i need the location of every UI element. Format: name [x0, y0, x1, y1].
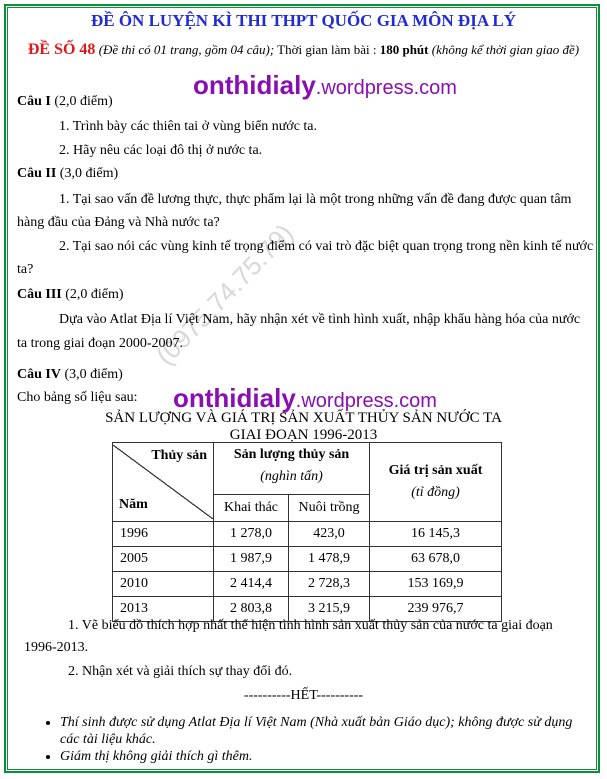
time-value: 180 phút	[379, 42, 429, 57]
table-row	[113, 522, 502, 547]
end-mark: ----------HẾT----------	[243, 688, 364, 703]
question-4-item-2: 2. Nhận xét và giải thích sự thay đổi đó.	[68, 664, 293, 679]
table-corner-cell	[113, 443, 214, 522]
question-2-item-1-line-2: hàng đầu của Đảng và Nhà nước ta?	[17, 215, 220, 230]
footer-notes	[36, 714, 572, 765]
cell-gia-tri: 153 169,9	[370, 572, 502, 597]
question-3-heading	[17, 287, 124, 303]
cell-gia-tri: 16 145,3	[370, 522, 502, 547]
exam-title: ĐỀ ÔN LUYỆN KÌ THI THPT QUỐC GIA MÔN ĐỊA LÝ	[90, 11, 517, 30]
cell-gia-tri: 63 678,0	[370, 547, 502, 572]
watermark-site-rest-2: .wordpress.com	[295, 390, 437, 412]
question-1-points: (2,0 điểm)	[54, 94, 113, 109]
question-3-label: Câu III	[17, 287, 62, 302]
cell-khai-thac: 2 414,4	[214, 572, 289, 597]
pages-note: (Đề thi có 01 trang, gồm 04 câu);	[98, 42, 275, 57]
question-1-label: Câu I	[17, 94, 51, 109]
question-1-heading	[17, 94, 113, 110]
corner-bottom-label: Năm	[119, 497, 148, 512]
time-note: (không kể thời gian giao đề)	[431, 42, 580, 57]
question-4-intro: Cho bảng số liệu sau:	[17, 390, 138, 405]
watermark-site-rest: .wordpress.com	[315, 77, 457, 99]
watermark-site-bold-2: onthidialy	[173, 383, 296, 413]
cell-khai-thac: 1 278,0	[214, 522, 289, 547]
question-1-item-2: 2. Hãy nêu các loại đô thị ở nước ta.	[59, 143, 263, 158]
question-3-points: (2,0 điểm)	[65, 287, 124, 302]
production-header-label: Sản lượng thủy sản	[233, 447, 350, 462]
table-row	[113, 572, 502, 597]
footer-note-1	[60, 714, 572, 748]
question-3-line-2: ta trong giai đoạn 2000-2007.	[17, 336, 184, 351]
question-4-points: (3,0 điểm)	[64, 367, 123, 382]
question-2-label: Câu II	[17, 166, 57, 181]
watermark-phone: (0975.74.75.79)	[150, 217, 300, 371]
question-2-item-1-line-1: 1. Tại sao vấn đề lương thực, thực phẩm lại là một trong những vấn đề đang được quan tâm	[59, 192, 572, 207]
question-2-item-2-line-1: 2. Tại sao nói các vùng kinh tế trọng điểm có vai trò đặc biệt quan trọng trong nền kinh tế nước	[59, 239, 594, 254]
value-header	[370, 443, 502, 522]
question-4-item-1-line-2: 1996-2013.	[24, 640, 89, 655]
table-row	[113, 547, 502, 572]
cell-gia-tri: 239 976,7	[370, 597, 502, 622]
exam-code: ĐỀ SỐ 48	[27, 41, 96, 58]
cell-nuoi-trong: 423,0	[289, 522, 370, 547]
cell-nuoi-trong: 2 728,3	[289, 572, 370, 597]
question-4-heading	[17, 367, 123, 383]
footer-note-2: • Giám thị không giải thích gì thêm.	[60, 748, 572, 765]
table-header-row-1	[113, 443, 502, 495]
question-2-item-2-line-2: ta?	[17, 262, 34, 277]
cell-khai-thac: 1 987,9	[214, 547, 289, 572]
question-3-line-1: Dựa vào Atlat Địa lí Việt Nam, hãy nhận xét về tình hình xuất, nhập khẩu hàng hóa của nước	[59, 312, 581, 327]
sub-header-khai-thac: Khai thác	[214, 495, 289, 522]
exam-subtitle	[0, 41, 607, 59]
question-2-points: (3,0 điểm)	[59, 166, 119, 181]
cell-year: 2005	[113, 547, 214, 572]
production-header-unit: (nghìn tấn)	[260, 469, 323, 484]
watermark-site-top	[193, 70, 457, 101]
question-2-heading	[17, 166, 118, 182]
production-header	[214, 443, 370, 495]
table-title-line-2: GIAI ĐOẠN 1996-2013	[229, 427, 378, 443]
cell-year: 2010	[113, 572, 214, 597]
cell-khai-thac: 2 803,8	[214, 597, 289, 622]
cell-year: 2013	[113, 597, 214, 622]
footer-note-1-line-2: các tài liệu khác.	[60, 732, 156, 747]
corner-top-label: Thủy sản	[151, 448, 207, 463]
sub-header-nuoi-trong: Nuôi trồng	[289, 495, 370, 522]
question-1-item-1: 1. Trình bày các thiên tai ở vùng biển nước ta.	[59, 119, 318, 134]
cell-year: 1996	[113, 522, 214, 547]
table-title-line-1: SẢN LƯỢNG VÀ GIÁ TRỊ SẢN XUẤT THỦY SẢN NƯỚC TA	[105, 410, 502, 426]
cell-nuoi-trong: 3 215,9	[289, 597, 370, 622]
footer-note-1-line-1: Thí sinh được sử dụng Atlat Địa lí Việt Nam (Nhà xuất bản Giáo dục); không được sử dụng	[60, 715, 573, 730]
question-4-item-1-line-1: 1. Vẽ biểu đồ thích hợp nhất thể hiện tình hình sản xuất thủy sản của nước ta giai đoạn	[68, 618, 553, 633]
question-4-label: Câu IV	[17, 367, 61, 382]
data-table	[112, 442, 502, 622]
time-label: Thời gian làm bài :	[277, 42, 377, 57]
watermark-site-bold: onthidialy	[193, 70, 316, 100]
cell-nuoi-trong: 1 478,9	[289, 547, 370, 572]
value-header-label: Giá trị sản xuất	[388, 463, 483, 478]
value-header-unit: (tỉ đồng)	[411, 485, 460, 500]
